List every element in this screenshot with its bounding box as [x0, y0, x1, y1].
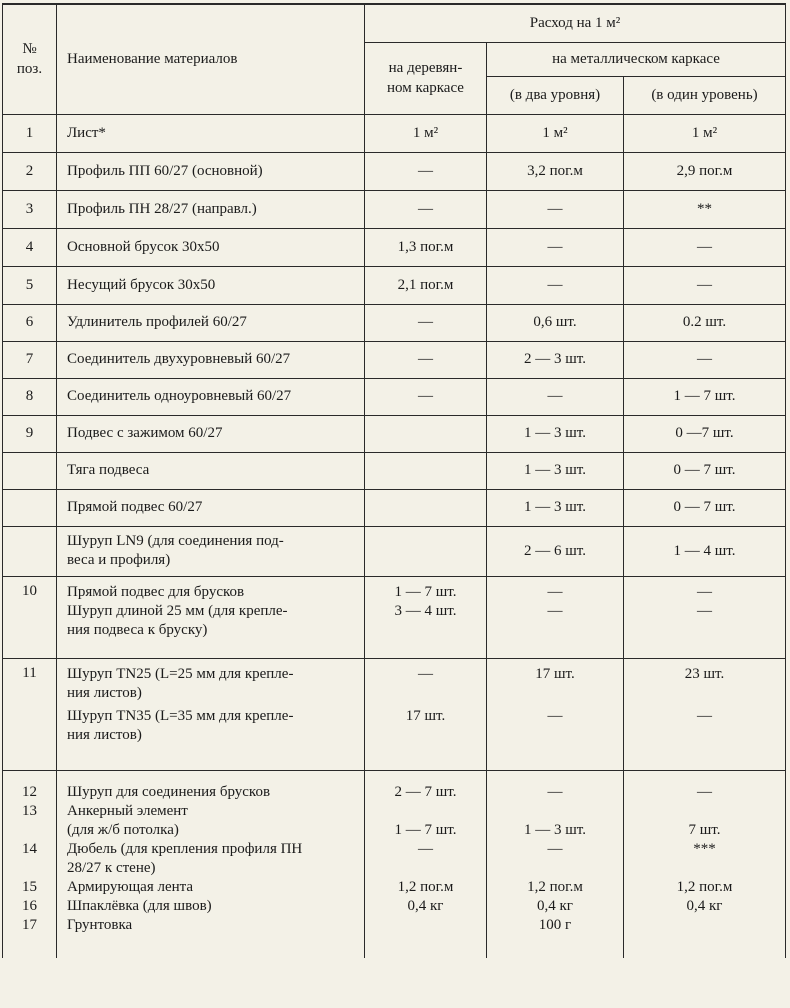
header-consumption: Расход на 1 м² [365, 4, 786, 42]
table-row: 9 Подвес с зажимом 60/27 1 — 3 шт. 0 —7 шт. [3, 415, 786, 452]
table-row: Прямой подвес 60/27 1 — 3 шт. 0 — 7 шт. [3, 489, 786, 526]
header-metal-frame: на металлическом каркасе [487, 42, 786, 76]
table-row: Тяга подвеса 1 — 3 шт. 0 — 7 шт. [3, 452, 786, 489]
table-row: 5 Несущий брусок 30х50 2,1 пог.м — — [3, 266, 786, 304]
table-row: 1 Лист* 1 м² 1 м² 1 м² [3, 114, 786, 152]
table-row: Шуруп LN9 (для соединения под- веса и профиля) 2 — 6 шт. 1 — 4 шт. [3, 526, 786, 576]
table-row: 3 Профиль ПН 28/27 (направл.) — — ** [3, 190, 786, 228]
table-row: 12 13 14 15 16 17 Шуруп для соединения брусков Анкерный элемент (для ж/б потолка) Дюбель (для крепления профиля ПН 28/27 к стене) Армирующая лента Шпаклёвка (для швов) Грунтовка 2 — 7 шт. 1 — 7 шт. — 1,2 пог.м 0,4 кг — 1 — 3 шт. — 1,2 пог.м 0,4 кг 100 г — 7 шт. *** 1,2 пог.м 0,4 кг [3, 770, 786, 958]
table-row: 2 Профиль ПП 60/27 (основной) — 3,2 пог.м 2,9 пог.м [3, 152, 786, 190]
table-row: 4 Основной брусок 30х50 1,3 пог.м — — [3, 228, 786, 266]
table-row: 11 Шуруп TN25 (L=25 мм для крепле- ния листов) Шуруп TN35 (L=35 мм для крепле- ния листов) — 17 шт. 17 шт. — 23 шт. — [3, 658, 786, 770]
header-material-name: Наименование материалов [57, 4, 365, 114]
table-row: 10 Прямой подвес для брусков Шуруп длиной 25 мм (для крепле- ния подвеса к бруску) 1 — 7 шт. 3 — 4 шт. — — — — [3, 576, 786, 658]
materials-table [2, 3, 786, 958]
header-one-level: (в один уровень) [624, 76, 786, 114]
table-row: 8 Соединитель одноуровневый 60/27 — — 1 — 7 шт. [3, 378, 786, 415]
header-wood-frame: на деревян- ном каркасе [365, 42, 487, 114]
header-two-level: (в два уровня) [487, 76, 624, 114]
table-row: 6 Удлинитель профилей 60/27 — 0,6 шт. 0.2 шт. [3, 304, 786, 341]
header-number: № поз. [3, 4, 57, 114]
table-row: 7 Соединитель двухуровневый 60/27 — 2 — 3 шт. — [3, 341, 786, 378]
